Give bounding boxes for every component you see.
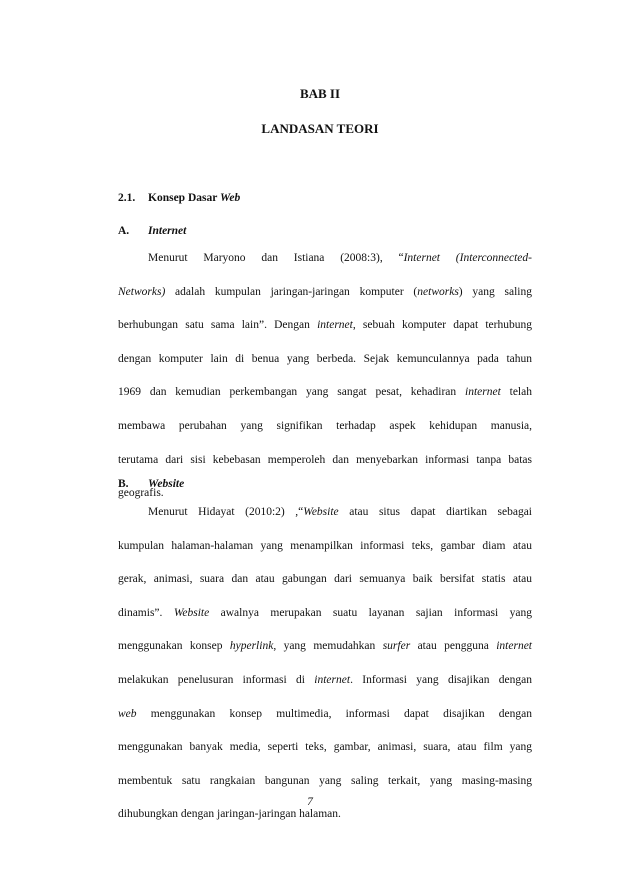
subsection-a-heading	[118, 225, 186, 237]
section-heading	[118, 192, 240, 204]
paragraph-line: dihubungkan dengan jaringan-jaringan halaman.	[118, 808, 341, 821]
italic-term: hyperlink	[229, 640, 274, 653]
paragraph-line: terutama dari sisi kebebasan memperoleh dan menyebarkan informasi tanpa batas	[118, 453, 532, 466]
paragraph-line: berhubungan satu sama lain”. Dengan internet, sebuah komputer dapat terhubung	[118, 319, 532, 332]
italic-term: Website	[303, 506, 339, 518]
paragraph-line: menggunakan banyak media, seperti teks, gambar, animasi, suara, atau film yang	[118, 741, 532, 754]
paragraph-line: dengan komputer lain di benua yang berbeda. Sejak kemunculannya pada tahun	[118, 352, 532, 365]
paragraph-line: melakukan penelusuran informasi di internet. Informasi yang disajikan dengan	[118, 673, 532, 686]
italic-term: internet	[496, 640, 532, 653]
paragraph-line: membentuk satu rangkaian bangunan yang saling terkait, yang masing-masing	[118, 774, 532, 787]
section-title-prefix: Konsep Dasar	[148, 192, 220, 204]
italic-term: Website	[173, 606, 210, 619]
italic-term: internet	[317, 319, 353, 332]
italic-term: Networks)	[118, 285, 166, 298]
subsection-b-letter: B.	[118, 478, 129, 490]
section-number: 2.1.	[118, 192, 136, 204]
paragraph-line: web menggunakan konsep multimedia, informasi dapat disajikan dengan	[118, 707, 532, 720]
subsection-a-letter: A.	[118, 225, 130, 237]
paragraph-line: menggunakan konsep hyperlink, yang memudahkan surfer atau pengguna internet	[118, 640, 532, 653]
page-number: 7	[307, 796, 313, 808]
paragraph-website	[118, 496, 532, 832]
section-title-italic: Web	[220, 192, 241, 204]
paragraph-line: Menurut Hidayat (2010:2) ,“Website atau situs dapat diartikan sebagai	[148, 506, 532, 518]
paragraph-line: dinamis”. Website awalnya merupakan suatu layanan sajian informasi yang	[118, 606, 532, 619]
paragraph-line: gerak, animasi, suara dan atau gabungan dari semuanya baik bersifat statis atau	[118, 573, 532, 586]
paragraph-line: membawa perubahan yang signifikan terhadap aspek kehidupan manusia,	[118, 419, 532, 432]
subsection-b-heading	[118, 478, 184, 490]
subsection-b-title: Website	[148, 478, 185, 490]
paragraph-internet	[118, 242, 532, 511]
italic-term: internet	[314, 673, 351, 686]
italic-term: Internet (Interconnected-	[403, 252, 532, 264]
paragraph-line: Networks) adalah kumpulan jaringan-jaringan komputer (networks) yang saling	[118, 285, 533, 298]
chapter-title: BAB II	[299, 86, 341, 101]
italic-term: internet	[465, 386, 501, 399]
chapter-subtitle: LANDASAN TEORI	[261, 121, 379, 136]
paragraph-line: 1969 dan kemudian perkembangan yang sangat pesat, kehadiran internet telah	[118, 386, 532, 399]
paragraph-line: geografis.	[118, 487, 164, 500]
paragraph-line: Menurut Maryono dan Istiana (2008:3), “Internet (Interconnected-	[148, 252, 532, 264]
italic-term: surfer	[382, 640, 411, 653]
italic-term: networks	[417, 285, 459, 298]
subsection-a-title: Internet	[148, 225, 187, 237]
italic-term: web	[118, 707, 137, 720]
paragraph-line: kumpulan halaman-halaman yang menampilkan informasi teks, gambar diam atau	[118, 539, 532, 552]
